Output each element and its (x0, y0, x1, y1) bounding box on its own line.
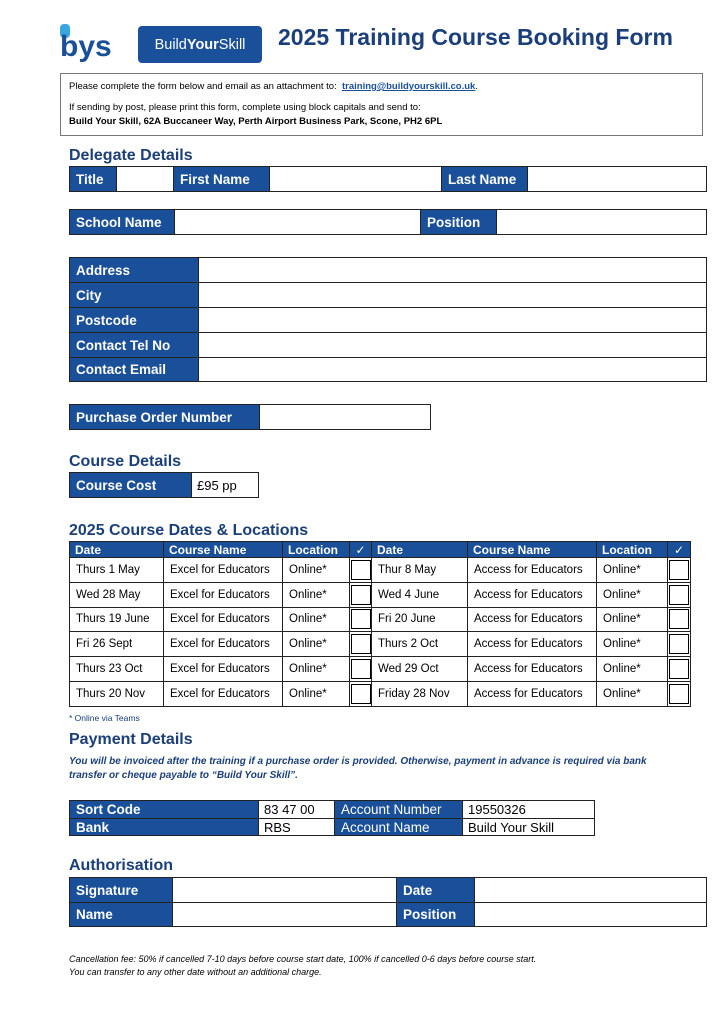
select-cell (350, 558, 372, 583)
table-cell: Excel for Educators (164, 558, 283, 583)
table-cell: Online* (597, 558, 668, 583)
city-label: City (70, 283, 199, 307)
table-cell: Online* (597, 681, 668, 706)
table-cell: Excel for Educators (164, 681, 283, 706)
select-cell (668, 632, 691, 657)
account-name-value: Build Your Skill (463, 819, 594, 835)
cost-label: Course Cost (70, 473, 191, 497)
table-cell: Thurs 20 Nov (70, 681, 164, 706)
table-header-cell: Location (597, 542, 668, 558)
select-cell (350, 681, 372, 706)
table-header-cell: Course Name (468, 542, 597, 558)
address-label: Address (70, 258, 199, 282)
table-cell: Online* (283, 582, 350, 607)
course-section-title: Course Details (69, 453, 182, 470)
table-header-cell: ✓ (668, 542, 691, 558)
cost-value: £95 pp (191, 473, 258, 497)
table-cell: Wed 4 June (372, 582, 468, 607)
bank-details-block (69, 800, 595, 836)
last-name-field[interactable] (527, 167, 706, 191)
course-checkbox[interactable] (351, 684, 371, 704)
address-block (69, 257, 707, 382)
table-cell: Wed 29 Oct (372, 657, 468, 682)
table-row (70, 657, 691, 682)
table-header-row (70, 542, 691, 558)
select-cell (668, 657, 691, 682)
select-cell (668, 681, 691, 706)
email-link[interactable]: training@buildyourskill.co.uk (342, 81, 476, 92)
table-cell: Friday 28 Nov (372, 681, 468, 706)
postcode-label: Postcode (70, 308, 199, 332)
course-checkbox[interactable] (669, 585, 689, 605)
table-cell: Online* (597, 632, 668, 657)
date-label: Date (397, 878, 475, 902)
tel-label: Contact Tel No (70, 333, 199, 357)
brand-skill: Skill (218, 36, 246, 53)
table-cell: Thurs 23 Oct (70, 657, 164, 682)
auth-position-field[interactable] (475, 903, 706, 926)
course-checkbox[interactable] (669, 684, 689, 704)
table-row (70, 582, 691, 607)
footer-notes (69, 953, 536, 979)
account-number-label: Account Number (335, 801, 463, 818)
table-cell: Thur 8 May (372, 558, 468, 583)
brand-build: Build (154, 36, 187, 53)
po-field[interactable] (259, 405, 430, 429)
delegate-section-title: Delegate Details (69, 147, 193, 164)
intro-line1-end: . (475, 81, 478, 92)
select-cell (668, 582, 691, 607)
date-field[interactable] (475, 878, 706, 902)
select-cell (350, 632, 372, 657)
table-row (70, 681, 691, 706)
table-cell: Excel for Educators (164, 582, 283, 607)
course-checkbox[interactable] (669, 634, 689, 654)
course-checkbox[interactable] (669, 560, 689, 580)
table-cell: Excel for Educators (164, 607, 283, 632)
footer-line1: Cancellation fee: 50% if cancelled 7-10 days before course start date, 100% if cancelled 0-6 days before course start. (69, 954, 537, 964)
signature-label: Signature (70, 878, 173, 902)
brand-badge (138, 26, 262, 63)
table-cell: Access for Educators (468, 632, 597, 657)
table-cell: Thurs 19 June (70, 607, 164, 632)
footer-line2: You can transfer to any other date without an additional charge. (69, 967, 322, 977)
table-cell: Online* (283, 632, 350, 657)
table-row (70, 558, 691, 583)
page-title: 2025 Training Course Booking Form (278, 24, 673, 50)
name-row (69, 166, 707, 192)
table-cell: Wed 28 May (70, 582, 164, 607)
po-row (69, 404, 431, 430)
table-cell: Fri 20 June (372, 607, 468, 632)
table-cell: Excel for Educators (164, 657, 283, 682)
table-row (70, 632, 691, 657)
table-cell: Online* (283, 657, 350, 682)
select-cell (668, 607, 691, 632)
authorisation-section-title: Authorisation (69, 857, 173, 874)
table-cell: Access for Educators (468, 558, 597, 583)
table-cell: Access for Educators (468, 582, 597, 607)
school-name-field[interactable] (174, 210, 420, 234)
address-field[interactable] (199, 258, 706, 282)
course-checkbox[interactable] (351, 585, 371, 605)
select-cell (350, 657, 372, 682)
intro-line1: Please complete the form below and email as an attachment to: (69, 81, 337, 92)
city-field[interactable] (199, 283, 706, 307)
table-header-cell: Date (70, 542, 164, 558)
intro-line2: If sending by post, please print this form, complete using block capitals and send to: (69, 102, 421, 113)
table-header-cell: Location (283, 542, 350, 558)
bys-logo (58, 22, 124, 66)
table-cell: Access for Educators (468, 657, 597, 682)
position-label: Position (420, 210, 496, 234)
table-row (70, 607, 691, 632)
sort-code-label: Sort Code (70, 801, 259, 818)
course-checkbox[interactable] (669, 609, 689, 629)
tel-field[interactable] (199, 333, 706, 357)
authorisation-block (69, 877, 707, 927)
bank-value: RBS (259, 819, 335, 835)
table-header-cell: ✓ (350, 542, 372, 558)
course-checkbox[interactable] (669, 659, 689, 679)
email-field[interactable] (199, 358, 706, 381)
account-name-label: Account Name (335, 819, 463, 835)
email-label: Contact Email (70, 358, 199, 381)
auth-position-label: Position (397, 903, 475, 926)
table-cell: Online* (597, 657, 668, 682)
table-cell: Access for Educators (468, 681, 597, 706)
table-cell: Online* (283, 607, 350, 632)
payment-text: You will be invoiced after the training if a purchase order is provided. Otherwise, payment in advance is required via bank transfer or cheque payable to “Build Your Skill”. (69, 756, 647, 781)
select-cell (350, 582, 372, 607)
first-name-field[interactable] (269, 167, 441, 191)
brand-your: Your (186, 36, 219, 53)
po-label: Purchase Order Number (70, 405, 259, 429)
school-row (69, 209, 707, 235)
intro-address: Build Your Skill, 62A Buccaneer Way, Perth Airport Business Park, Scone, PH2 6PL (69, 116, 443, 127)
position-field[interactable] (496, 210, 706, 234)
intro-box (60, 73, 703, 136)
course-checkbox[interactable] (351, 609, 371, 629)
select-cell (350, 607, 372, 632)
course-dates-table (69, 541, 691, 707)
payment-section-title: Payment Details (69, 731, 193, 748)
course-checkbox[interactable] (351, 659, 371, 679)
table-cell: Fri 26 Sept (70, 632, 164, 657)
table-header-cell: Course Name (164, 542, 283, 558)
sort-code-value: 83 47 00 (259, 801, 335, 818)
table-cell: Thurs 1 May (70, 558, 164, 583)
dates-section-title: 2025 Course Dates & Locations (69, 522, 309, 539)
table-cell: Online* (597, 582, 668, 607)
table-cell: Online* (283, 681, 350, 706)
title-field[interactable] (116, 167, 173, 191)
select-cell (668, 558, 691, 583)
table-cell: Access for Educators (468, 607, 597, 632)
table-cell: Excel for Educators (164, 632, 283, 657)
course-checkbox[interactable] (351, 634, 371, 654)
account-number-value: 19550326 (463, 801, 594, 818)
table-cell: Online* (283, 558, 350, 583)
first-name-label: First Name (173, 167, 269, 191)
table-cell: Online* (597, 607, 668, 632)
school-name-label: School Name (70, 210, 174, 234)
course-checkbox[interactable] (351, 560, 371, 580)
last-name-label: Last Name (441, 167, 527, 191)
table-header-cell: Date (372, 542, 468, 558)
postcode-field[interactable] (199, 308, 706, 332)
bank-label: Bank (70, 819, 259, 835)
signature-field[interactable] (173, 878, 397, 902)
logo-text: bys (60, 30, 112, 63)
cost-row (69, 472, 259, 498)
online-note: * Online via Teams (69, 713, 140, 723)
title-label: Title (70, 167, 116, 191)
table-cell: Thurs 2 Oct (372, 632, 468, 657)
name-label: Name (70, 903, 173, 926)
name-field[interactable] (173, 903, 397, 926)
